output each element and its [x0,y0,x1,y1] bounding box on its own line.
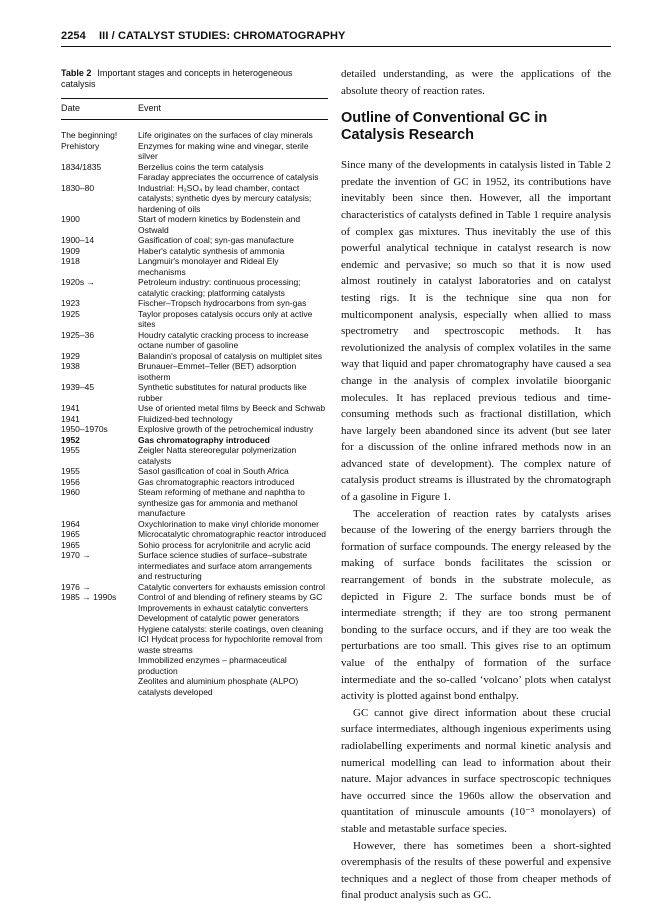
row-date: 1985 → 1990s [61,592,117,602]
row-event: Catalytic converters for exhausts emission control [138,581,326,592]
table-header-row [61,99,328,119]
row-events [138,519,328,530]
row-events [138,414,328,425]
table-2 [61,68,328,697]
page-number: 2254 [61,30,86,42]
table-row [61,235,328,246]
table-row [61,214,328,235]
row-events [138,361,328,382]
row-events [138,424,328,435]
row-events [138,382,328,403]
table-row [61,414,328,425]
table-row [61,424,328,435]
paragraph-1: Since many of the developments in catalysis listed in Table 2 predate the invention of GC in 1952, its contributions have inevitably been since then. However, all the important characteristics of catalysts defined in Table 1 require analysis of complex gas mixtures. Thus inevitably the use of this powerful analytical technique in catalyst research is now endemic and pervasive; so much so that it is now used almost routinely in catalyst laboratories and on catalyst testing rigs. It is the technique sine qua non for multicomponent analysis, especially when allied to mass spectrometry and spectroscopic methods. It has revolutionized the analysis of complex volatiles in the same way that liquid and paper chromatography have caused a sea change in the analysis of complex involatile bioorganic molecules. It has replaced previous tedious and time-consuming methods such as fractional distillation, which have largely been abandoned since its advent (but see later for a discussion of the online infrared methods now in an advanced state of development). The complex nature of catalysis product streams is illustrated by the chromatograph of a gasoline in Figure 1. [341,159,611,504]
table-row [61,582,328,593]
row-date: 1920s → [61,277,96,287]
row-event: Haber's catalytic synthesis of ammonia [138,245,285,256]
row-date: 1970 → [61,550,91,560]
row-event: Sasol gasification of coal in South Africa [138,466,289,476]
row-date: 1900 [61,214,80,224]
row-events [138,277,328,298]
row-date: 1955 [61,466,80,476]
row-event: Gasification of coal; syn-gas manufacture [138,235,294,245]
row-event: Berzelius coins the term catalysis [138,161,264,172]
paragraph-3: GC cannot give direct information about these crucial surface intermediates, although ingenious experiments using radiolabelling experiments and normal kinetic analysis and numerical modelling can lead to information about their nature. Major advances in surface spectroscopic techniques have occurred since the 1960s allow the observation and quantitation of minuscule amounts (10⁻³ monolayers) of stable and metastable surface species. [341,706,611,835]
running-header [61,30,611,42]
row-date: The beginning! [61,130,118,140]
row-date: 1965 [61,539,80,550]
column-header-event: Event [138,103,162,113]
row-event: Steam reforming of methane and naphtha to synthesize gas for ammonia and methanol manufacture [138,487,305,518]
row-date: 1952 [61,434,80,445]
header-rule [61,46,611,47]
row-date: Prehistory [61,140,100,151]
row-event: Brunauer–Emmet–Teller (BET) adsorption isotherm [138,361,297,382]
row-date: 1929 [61,350,80,361]
section-heading: Outline of Conventional GC in Catalysis Research [341,110,548,144]
row-event: Langmuir's monolayer and Rideal Ely mechanisms [138,256,279,277]
row-events [138,330,328,351]
row-date: 1900–14 [61,235,95,245]
row-events [138,351,328,362]
row-event: Control of and blending of refinery steams by GC [138,592,323,602]
table-caption-text: Important stages and concepts in heterogeneous catalysis [61,68,293,89]
row-date: 1834/1835 [61,161,102,172]
table-row [61,351,328,362]
row-events [138,477,328,488]
row-date: 1939–45 [61,382,95,392]
running-title: III / CATALYST STUDIES: CHROMATOGRAPHY [99,30,346,42]
table-row [61,466,328,477]
table-row [61,487,328,519]
paragraph-2: The acceleration of reaction rates by catalysts arises because of the lowering of the energy barriers through the formation of surface compounds. The energy released by the making of surface bonds facilitates the scission or rearrangement of bonds in the substrate molecule, as depicted in Figure 2. The surface bonds must be of intermediate strength; if they are too strong permanent bonding to the surface occurs, and if they are too weak the perturbations are too small. This gives rise to an optimum value of the enthalpy of formation of the surface intermediate and the so-called ‘volcano’ plots when catalyst activity is plotted against bond enthalpy. [341,507,611,703]
table-row [61,330,328,351]
row-events [138,435,328,446]
row-event: Immobilized enzymes – pharmaceutical production [138,655,287,676]
row-date: 1918 [61,256,80,266]
row-event: Industrial: H₂SO₄ by lead chamber, contact catalysts; synthetic dyes by mercury catalysis; hardening of oils [138,182,312,214]
paragraph-4: However, there has sometimes been a short-sighted overemphasis of the results of these powerful and expensive techniques and a neglect of those from cheaper methods of final product analysis such as GC. [341,839,611,902]
row-event: Fluidized-bed technology [138,413,233,424]
row-event: Zeigler Natta stereoregular polymerization catalysts [138,445,297,466]
row-event: Taylor proposes catalysis occurs only at active sites [138,308,313,329]
row-date: 1941 [61,413,80,424]
table-row [61,130,328,141]
column-header-date: Date [61,103,81,113]
row-date: 1941 [61,403,80,413]
row-date: 1909 [61,245,80,256]
row-event: Faraday appreciates the occurrence of catalysis [138,172,319,182]
body-text-column [341,66,611,904]
table-row [61,445,328,466]
row-events [138,550,328,582]
table-row [61,309,328,330]
row-events [138,214,328,235]
table-row [61,592,328,697]
row-events [138,445,328,466]
table-body [61,120,328,697]
row-event: Sohio process for acrylonitrile and acrylic acid [138,539,311,550]
row-events [138,582,328,593]
table-row [61,162,328,183]
row-date: 1956 [61,476,80,487]
table-row [61,361,328,382]
row-events [138,246,328,257]
row-event: Hygiene catalysts: sterile coatings, oven cleaning [138,623,324,634]
table-row [61,519,328,530]
table-row [61,435,328,446]
row-event: Oxychlorination to make vinyl chloride monomer [138,518,319,529]
table-row [61,403,328,414]
row-events [138,298,328,309]
row-events [138,466,328,477]
table-row [61,298,328,309]
row-events [138,141,328,162]
row-event: Explosive growth of the petrochemical industry [138,424,314,434]
row-event: Fischer–Tropsch hydrocarbons from syn-gas [138,298,307,308]
row-events [138,529,328,540]
table-row [61,256,328,277]
row-event: Gas chromatography introduced [138,434,270,445]
row-event: Synthetic substitutes for natural products like rubber [138,382,307,403]
row-date: 1925–36 [61,329,95,340]
table-row [61,382,328,403]
row-date: 1964 [61,518,80,529]
table-row [61,477,328,488]
row-events [138,183,328,215]
row-date: 1965 [61,529,80,539]
row-events [138,130,328,141]
row-date: 1960 [61,487,80,497]
table-label: Table 2 [61,68,92,78]
row-date: 1925 [61,308,80,319]
row-event: Gas chromatographic reactors introduced [138,476,295,487]
row-date: 1830–80 [61,182,95,193]
row-events [138,256,328,277]
row-event: Improvements in exhaust catalytic converters [138,602,309,613]
row-events [138,309,328,330]
row-date: 1976 → [61,581,91,592]
row-event: Life originates on the surfaces of clay minerals [138,130,313,140]
intro-paragraph: detailed understanding, as were the applications of the absolute theory of reaction rates. [341,68,611,97]
table-row [61,540,328,551]
row-event: Microcatalytic chromatographic reactor introduced [138,529,327,539]
table-row [61,141,328,162]
row-date: 1950–1970s [61,424,108,434]
row-events [138,162,328,183]
row-events [138,235,328,246]
row-date: 1938 [61,361,80,371]
row-event: Surface science studies of surface–substrate intermediates and surface atom arrangements and restructuring [138,550,312,581]
row-events [138,592,328,697]
row-event: ICI Hydcat process for hypochlorite removal from waste streams [138,634,323,655]
table-row [61,550,328,582]
table-row [61,183,328,215]
row-event: Zeolites and aluminium phosphate (ALPO) catalysts developed [138,676,299,697]
table-caption [61,68,328,90]
table-row [61,246,328,257]
row-date: 1955 [61,445,80,455]
row-event: Development of catalytic power generators [138,613,300,623]
row-event: Petroleum industry: continuous processing; catalytic cracking; platforming catalysts [138,277,301,298]
row-event: Enzymes for making wine and vinegar, sterile silver [138,140,309,161]
row-events [138,403,328,414]
row-event: Houdry catalytic cracking process to increase octane number of gasoline [138,329,309,350]
table-row [61,529,328,540]
row-event: Balandin's proposal of catalysis on multiplet sites [138,350,322,361]
table-row [61,277,328,298]
row-event: Start of modern kinetics by Bodenstein and Ostwald [138,214,301,235]
row-events [138,487,328,519]
row-events [138,540,328,551]
row-date: 1923 [61,298,80,308]
row-event: Use of oriented metal films by Beeck and Schwab [138,403,326,413]
